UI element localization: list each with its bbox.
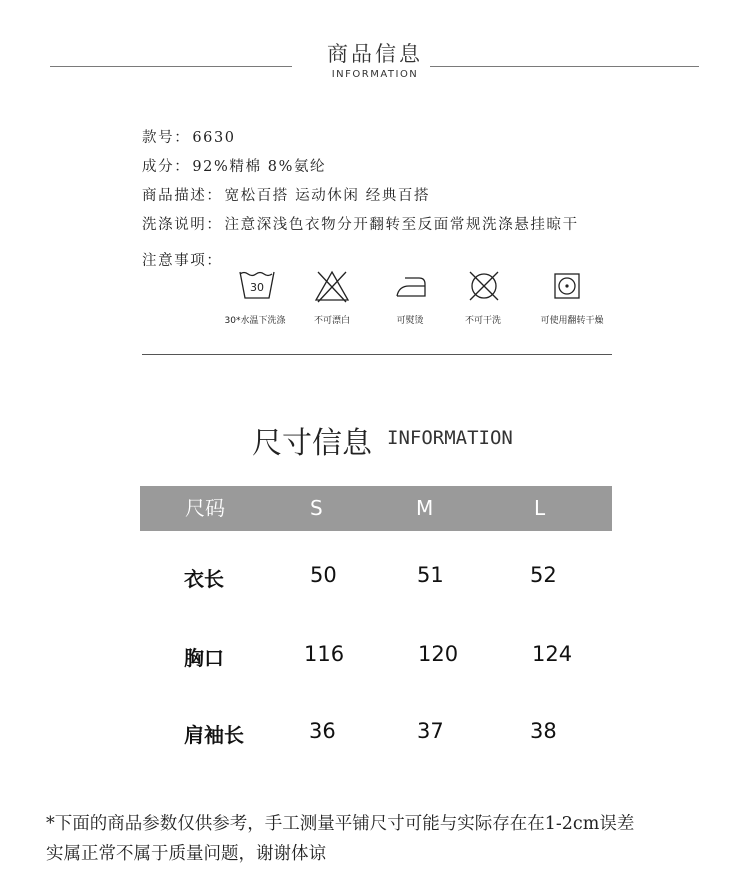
- composition-label: 成分：: [142, 159, 191, 175]
- size-info-subtitle: INFORMATION: [387, 427, 513, 449]
- row-sleeve-m: 37: [417, 719, 444, 743]
- care-label-no-dry-clean: 不可干洗: [464, 316, 501, 326]
- style-number-line: [142, 126, 236, 147]
- description-value: 宽松百搭 运动休闲 经典百搭: [224, 188, 431, 204]
- row-sleeve-l: 38: [530, 719, 557, 743]
- style-number-label: 款号：: [142, 130, 191, 146]
- care-label-wash: 30*水温下洗涤: [224, 316, 286, 326]
- composition-value: 92%精棉 8%氨纶: [192, 159, 327, 175]
- no-bleach-icon: [312, 268, 352, 304]
- section-divider: [142, 354, 612, 355]
- row-chest-label: 胸口: [184, 646, 224, 670]
- care-label-iron: 可熨烫: [396, 316, 424, 326]
- header-size: 尺码: [185, 496, 225, 520]
- description-label: 商品描述：: [142, 188, 223, 204]
- row-chest-m: 120: [418, 642, 459, 666]
- description-line: [142, 184, 430, 205]
- row-length-l: 52: [530, 563, 557, 587]
- washing-label: 洗涤说明：: [142, 217, 223, 233]
- row-chest-l: 124: [532, 642, 573, 666]
- row-sleeve-s: 36: [309, 719, 336, 743]
- style-number-value: 6630: [192, 130, 236, 146]
- size-table-header: [140, 486, 612, 531]
- wash-30-icon: [237, 268, 277, 304]
- tumble-dry-icon: [547, 268, 587, 304]
- product-info-title: 商品信息: [327, 42, 423, 66]
- washing-value: 注意深浅色衣物分开翻转至反面常规洗涤悬挂晾干: [224, 217, 579, 233]
- header-l: L: [534, 496, 546, 520]
- row-sleeve-label: 肩袖长: [184, 723, 244, 747]
- care-notes-label: 注意事项：: [142, 253, 223, 269]
- footnote-line-2: 实属正常不属于质量问题，谢谢体谅: [46, 844, 326, 864]
- row-length-m: 51: [417, 563, 444, 587]
- no-dry-clean-icon: [464, 268, 504, 304]
- wash-temp-text: 30: [250, 281, 264, 294]
- row-length-s: 50: [310, 563, 337, 587]
- header-m: M: [416, 496, 434, 520]
- washing-line: [142, 213, 579, 234]
- iron-icon: [391, 268, 431, 304]
- header-s: S: [310, 496, 323, 520]
- care-label-no-bleach: 不可漂白: [313, 316, 350, 326]
- row-length-label: 衣长: [184, 567, 224, 591]
- product-info-subtitle: INFORMATION: [331, 69, 419, 80]
- composition-line: [142, 155, 326, 176]
- care-label-tumble-dry: 可使用翻转干燥: [540, 316, 604, 326]
- row-chest-s: 116: [304, 642, 345, 666]
- footnote-line-1: *下面的商品参数仅供参考，手工测量平铺尺寸可能与实际存在在1-2cm误差: [46, 814, 635, 834]
- size-info-title: 尺寸信息: [252, 426, 372, 461]
